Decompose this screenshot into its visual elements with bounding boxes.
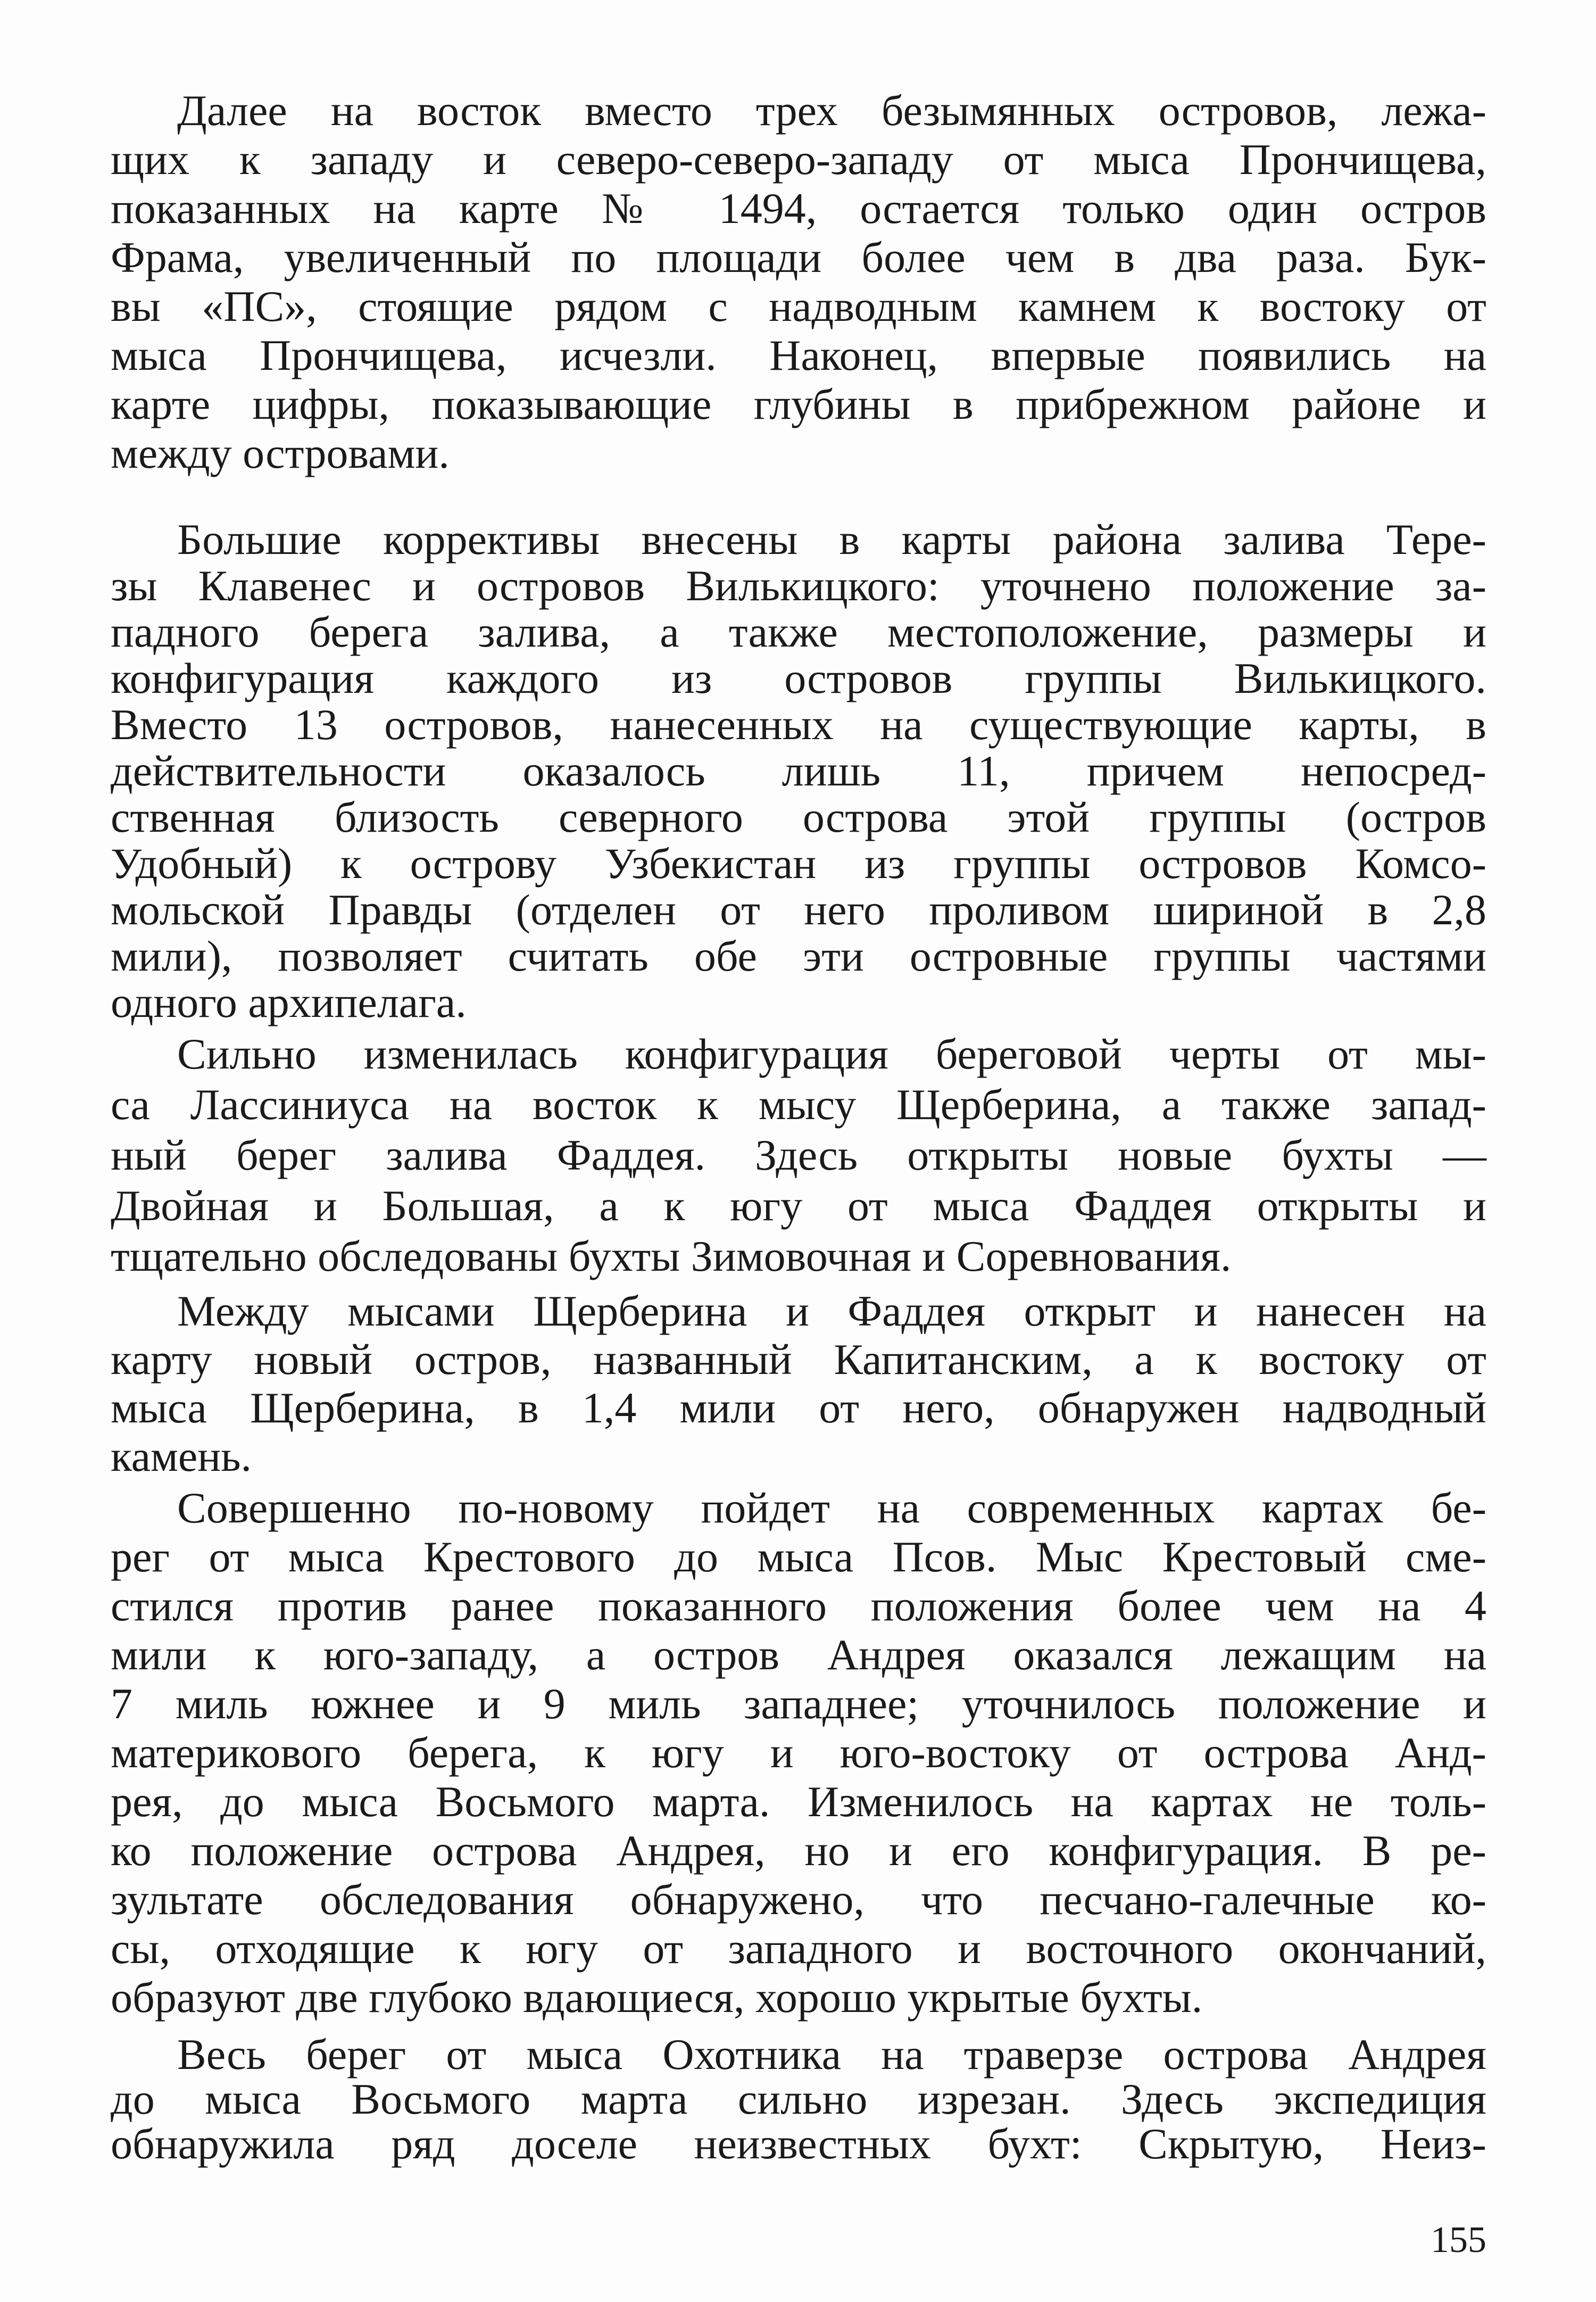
text-line: мыса Прончищева, исчезли. Наконец, впервые появились на (111, 331, 1486, 379)
text-line: Весь берег от мыса Охотника на траверзе острова Андрея (177, 2030, 1486, 2079)
paragraph (111, 2032, 1486, 2166)
text-line: материкового берега, к югу и юго-востоку от острова Анд- (111, 1728, 1486, 1777)
text-line: вы «ПС», стоящие рядом с надводным камнем к востоку от (111, 282, 1486, 330)
text-line: конфигурация каждого из островов группы Вилькицкого. (111, 654, 1486, 702)
text-line: тщательно обследованы бухты Зимовочная и Соревнования. (111, 1232, 1232, 1280)
text-line: между островами. (111, 429, 450, 477)
paragraph (111, 1287, 1486, 1480)
paragraph (111, 1029, 1486, 1281)
text-line: Вместо 13 островов, нанесенных на существующие карты, в (111, 700, 1486, 749)
text-line: Удобный) к острову Узбекистан из группы островов Комсо- (111, 839, 1486, 888)
text-line: камень. (111, 1432, 252, 1480)
text-line: зы Клавенес и островов Вилькицкого: уточнено положение за- (111, 561, 1486, 610)
text-line: щих к западу и северо-северо-западу от мыса Прончищева, (111, 135, 1486, 184)
text-line: мольской Правды (отделен от него проливом шириной в 2,8 (111, 885, 1486, 934)
text-line: мыса Щерберина, в 1,4 мили от него, обнаружен надводный (111, 1384, 1486, 1432)
text-line: мили к юго-западу, а остров Андрея оказался лежащим на (111, 1630, 1486, 1679)
text-line: действительности оказалось лишь 11, причем непосред- (111, 747, 1486, 795)
text-line: зультате обследования обнаружено, что песчано-галечные ко- (111, 1875, 1486, 1924)
text-line: ко положение острова Андрея, но и его конфигурация. В ре- (111, 1826, 1486, 1875)
text-line: Далее на восток вместо трех безымянных островов, лежа- (177, 86, 1486, 135)
text-line: рег от мыса Крестового до мыса Псов. Мыс Крестовый сме- (111, 1533, 1486, 1581)
paragraph (111, 86, 1486, 478)
text-line: падного берега залива, а также местоположение, размеры и (111, 608, 1486, 656)
text-line: обнаружила ряд доселе неизвестных бухт: Скрытую, Неиз- (111, 2119, 1486, 2168)
text-line: образуют две глубоко вдающиеся, хорошо укрытые бухты. (111, 1973, 1203, 2022)
paragraph (111, 1484, 1486, 2022)
text-line: Фрама, увеличенный по площади более чем в два раза. Бук- (111, 233, 1486, 281)
text-line: Совершенно по-новому пойдет на современных картах бе- (177, 1484, 1486, 1532)
text-line: карте цифры, показывающие глубины в прибрежном районе и (111, 380, 1486, 428)
text-line: Сильно изменилась конфигурация береговой черты от мы- (177, 1030, 1486, 1078)
text-line: 7 миль южнее и 9 миль западнее; уточнилось положение и (111, 1679, 1486, 1728)
text-line: сы, отходящие к югу от западного и восточного окончаний, (111, 1924, 1486, 1973)
text-line: карту новый остров, названный Капитанским, а к востоку от (111, 1335, 1486, 1384)
text-line: стился против ранее показанного положения более чем на 4 (111, 1581, 1486, 1630)
text-line: ственная близость северного острова этой группы (остров (111, 793, 1486, 841)
paragraph (111, 516, 1486, 1025)
text-line: одного архипелага. (111, 978, 467, 1026)
text-line: мили), позволяет считать обе эти островные группы частями (111, 932, 1486, 980)
text-line: Двойная и Большая, а к югу от мыса Фаддея открыты и (111, 1181, 1486, 1230)
text-line: Между мысами Щерберина и Фаддея открыт и нанесен на (177, 1287, 1486, 1335)
text-line: до мыса Восьмого марта сильно изрезан. Здесь экспедиция (111, 2075, 1486, 2123)
text-line: рея, до мыса Восьмого марта. Изменилось на картах не толь- (111, 1777, 1486, 1826)
page-number: 155 (1431, 2220, 1486, 2260)
text-line: показанных на карте № 1494, остается только один остров (111, 184, 1486, 233)
text-line: са Лассиниуса на восток к мысу Щерберина, а также запад- (111, 1080, 1486, 1129)
text-line: Большие коррективы внесены в карты района залива Тере- (177, 515, 1486, 564)
text-line: ный берег залива Фаддея. Здесь открыты новые бухты — (111, 1131, 1486, 1179)
